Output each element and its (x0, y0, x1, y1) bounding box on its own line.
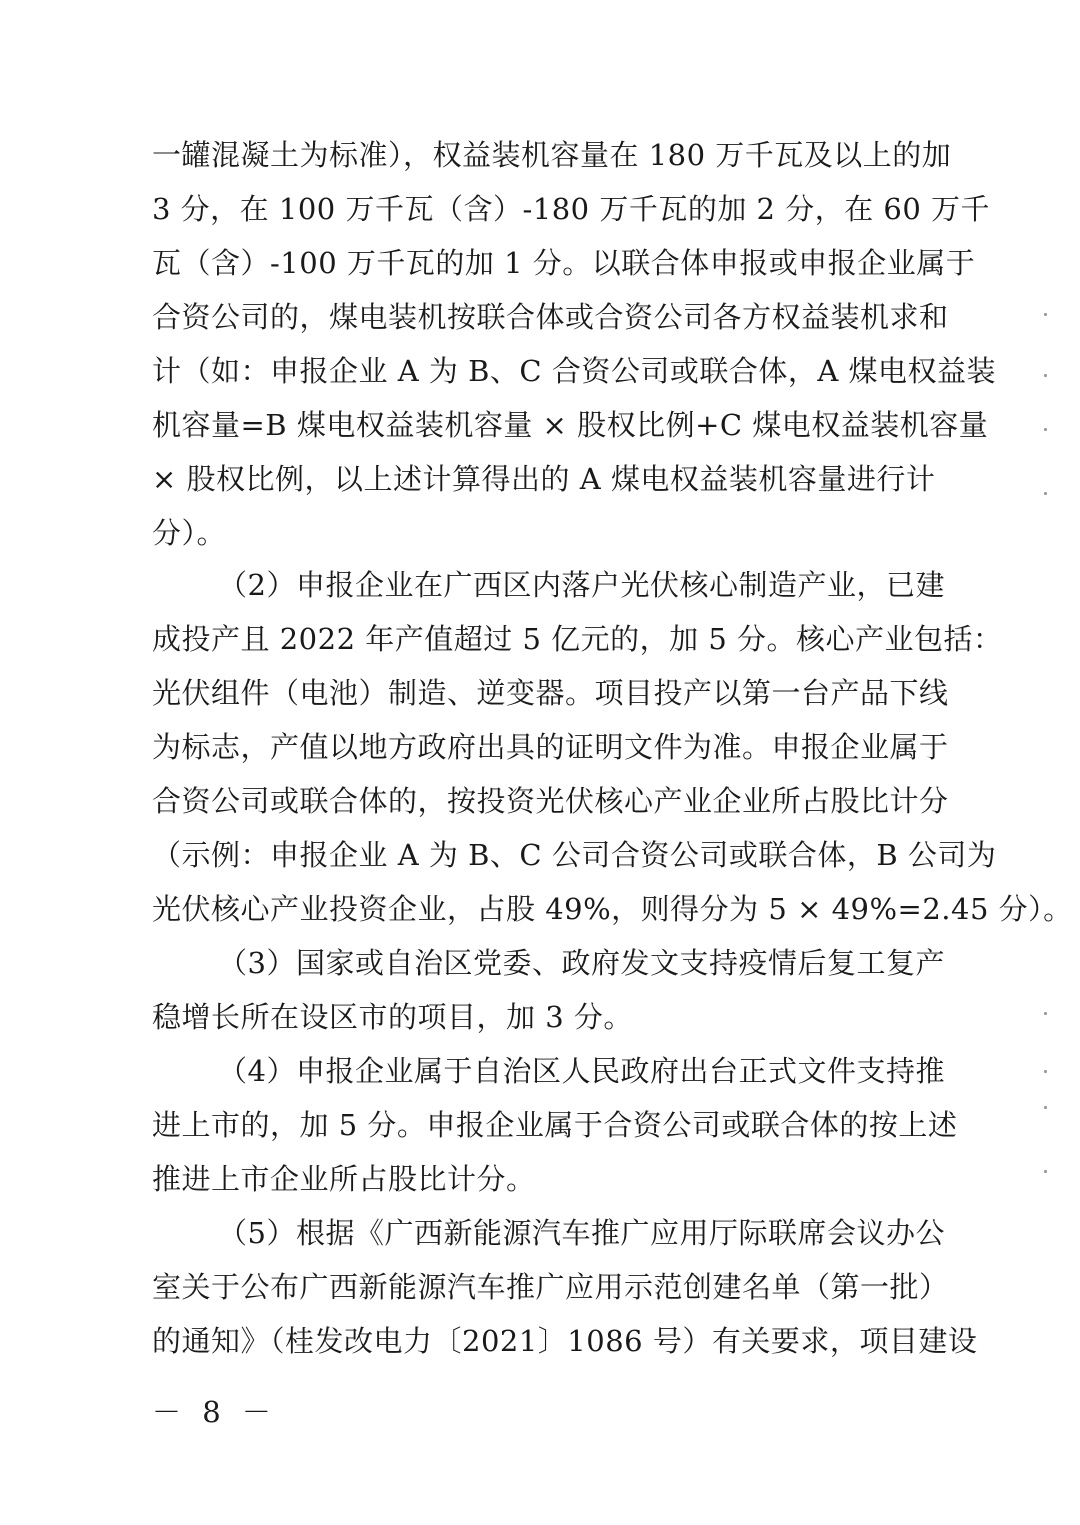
text-line: 推进上市企业所占股比计分。 (152, 1162, 536, 1196)
text-line: （示例：申报企业 A 为 B、C 公司合资公司或联合体，B 公司为 (152, 838, 997, 872)
text-line: 为标志，产值以地方政府出具的证明文件为准。申报企业属于 (152, 730, 949, 764)
text-line: 机容量=B 煤电权益装机容量 × 股权比例+C 煤电权益装机容量 (152, 408, 989, 442)
text-line: 计（如：申报企业 A 为 B、C 合资公司或联合体，A 煤电权益装 (152, 354, 996, 388)
text-line: 稳增长所在设区市的项目，加 3 分。 (152, 1000, 633, 1034)
text-line: 光伏组件（电池）制造、逆变器。项目投产以第一台产品下线 (152, 676, 949, 710)
paragraph-2-first-line: （2）申报企业在广西区内落户光伏核心制造产业，已建 (218, 568, 945, 602)
scan-mark (1044, 492, 1047, 495)
scan-mark (1044, 428, 1047, 431)
scan-mark (1044, 313, 1047, 316)
scan-mark (1044, 1106, 1047, 1109)
text-line: 合资公司或联合体的，按投资光伏核心产业企业所占股比计分 (152, 784, 949, 818)
scan-mark (1044, 1170, 1047, 1173)
paragraph-3-first-line: （3）国家或自治区党委、政府发文支持疫情后复工复产 (218, 946, 945, 980)
text-line: 分）。 (152, 516, 227, 550)
text-line: 室关于公布广西新能源汽车推广应用示范创建名单（第一批） (152, 1270, 949, 1304)
text-line: 光伏核心产业投资企业，占股 49%，则得分为 5 × 49%=2.45 分）。 (152, 892, 1073, 926)
text-line: 瓦（含）-100 万千瓦的加 1 分。以联合体申报或申报企业属于 (152, 246, 976, 280)
scan-mark (1044, 1070, 1047, 1073)
text-line: 成投产且 2022 年产值超过 5 亿元的，加 5 分。核心产业包括： (152, 622, 1003, 656)
text-line: 3 分，在 100 万千瓦（含）-180 万千瓦的加 2 分，在 60 万千 (152, 192, 991, 226)
text-line: × 股权比例，以上述计算得出的 A 煤电权益装机容量进行计 (152, 462, 936, 496)
paragraph-5-first-line: （5）根据《广西新能源汽车推广应用厅际联席会议办公 (218, 1216, 945, 1250)
text-line: 的通知》（桂发改电力〔2021〕1086 号）有关要求，项目建设 (152, 1324, 978, 1358)
text-line: 合资公司的，煤电装机按联合体或合资公司各方权益装机求和 (152, 300, 949, 334)
scan-mark (1044, 374, 1047, 377)
text-line: 进上市的，加 5 分。申报企业属于合资公司或联合体的按上述 (152, 1108, 958, 1142)
scan-mark (1044, 1012, 1047, 1015)
page-number: － 8 － (152, 1395, 277, 1429)
text-line: 一罐混凝土为标准），权益装机容量在 180 万千瓦及以上的加 (152, 138, 952, 172)
paragraph-4-first-line: （4）申报企业属于自治区人民政府出台正式文件支持推 (218, 1054, 945, 1088)
